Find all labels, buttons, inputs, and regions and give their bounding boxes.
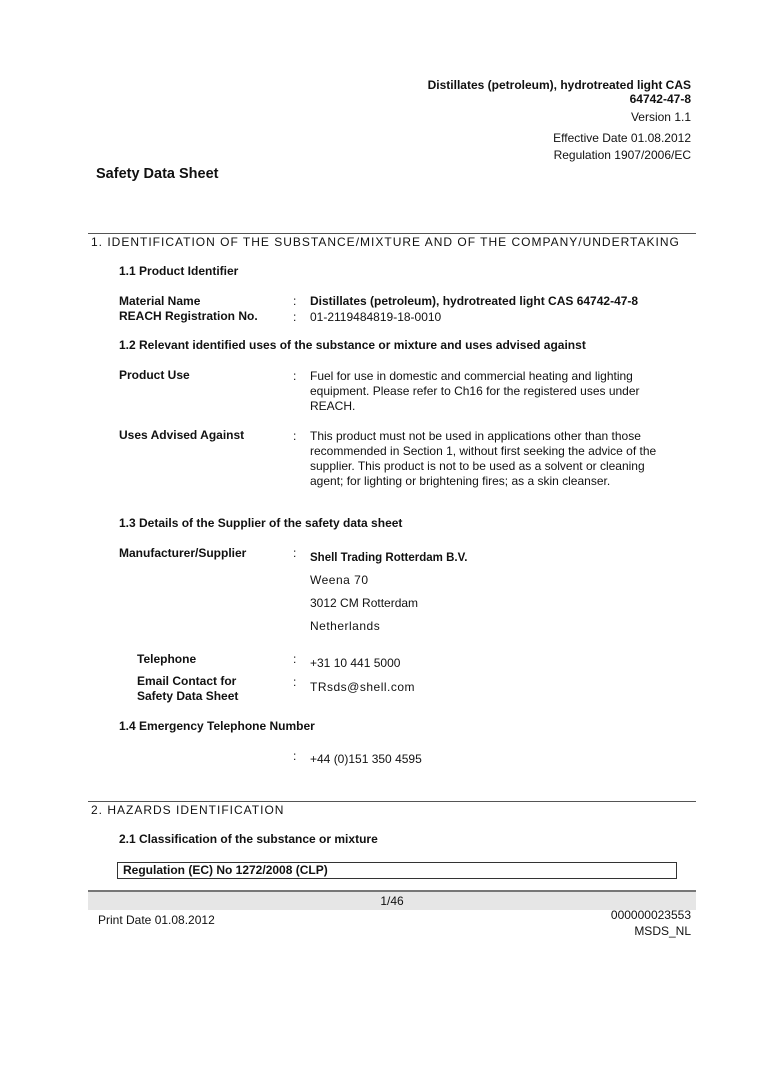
subsection-1-3-heading: 1.3 Details of the Supplier of the safety data sheet (119, 516, 403, 530)
subsection-1-4-heading: 1.4 Emergency Telephone Number (119, 719, 315, 733)
page-number-band (88, 890, 696, 910)
colon: : (293, 546, 297, 560)
email-label-line2: Safety Data Sheet (137, 689, 239, 703)
colon: : (293, 369, 297, 383)
colon: : (293, 310, 297, 324)
section-divider (88, 801, 696, 802)
product-use-label: Product Use (119, 368, 190, 382)
colon: : (293, 429, 297, 443)
subsection-1-2-heading: 1.2 Relevant identified uses of the substance or mixture and uses advised against (119, 338, 586, 352)
section-1-heading: 1. IDENTIFICATION OF THE SUBSTANCE/MIXTURE AND OF THE COMPANY/UNDERTAKING (91, 235, 680, 249)
supplier-city: 3012 CM Rotterdam (310, 596, 419, 610)
supplier-label: Manufacturer/Supplier (119, 546, 247, 560)
product-use-value: Fuel for use in domestic and commercial heating and lighting equipment. Please refer to Ch16 for the registered uses under REACH. (310, 369, 640, 413)
section-divider (88, 233, 696, 234)
subsection-1-1-heading: 1.1 Product Identifier (119, 264, 239, 278)
uses-advised-against-value: This product must not be used in applications other than those recommended in Section 1, without first seeking the advice of the supplier. This product is not to be used as a solvent or cleaning agent; for lighting or brightening fires; as a skin cleanser. (310, 429, 657, 488)
document-code: MSDS_NL (634, 924, 691, 938)
material-name-value: Distillates (petroleum), hydrotreated light CAS 64742-47-8 (310, 294, 639, 308)
colon: : (293, 675, 297, 689)
telephone-value: +31 10 441 5000 (310, 656, 401, 670)
reach-registration-value: 01-2119484819-18-0010 (310, 310, 442, 324)
print-date: Print Date 01.08.2012 (98, 913, 215, 927)
header-version: Version 1.1 (630, 110, 691, 124)
material-name-label: Material Name (119, 294, 201, 308)
telephone-label: Telephone (137, 652, 197, 666)
reach-registration-label: REACH Registration No. (119, 309, 258, 323)
subsection-2-1-heading: 2.1 Classification of the substance or mixture (119, 832, 378, 846)
email-label: Email Contact for (137, 674, 237, 688)
email-link[interactable]: TRsds@shell.com (310, 680, 416, 694)
header-regulation: Regulation 1907/2006/EC (553, 148, 691, 162)
page-title: Safety Data Sheet (96, 166, 219, 182)
colon: : (293, 749, 297, 763)
colon: : (293, 652, 297, 666)
header-effective-date: Effective Date 01.08.2012 (553, 131, 691, 145)
header-cas-number: 64742-47-8 (629, 92, 691, 106)
colon: : (293, 294, 297, 308)
supplier-country: Netherlands (310, 619, 381, 633)
section-2-heading: 2. HAZARDS IDENTIFICATION (91, 803, 285, 817)
page-number: 1/46 (380, 894, 404, 908)
supplier-street: Weena 70 (310, 573, 369, 587)
header-product-name: Distillates (petroleum), hydrotreated light CAS (427, 78, 691, 92)
document-number: 000000023553 (610, 908, 691, 922)
emergency-telephone-value: +44 (0)151 350 4595 (310, 752, 422, 766)
regulation-box-label: Regulation (EC) No 1272/2008 (CLP) (123, 863, 328, 877)
regulation-box (117, 862, 677, 879)
uses-advised-against-label: Uses Advised Against (119, 428, 245, 442)
supplier-name: Shell Trading Rotterdam B.V. (310, 552, 468, 564)
